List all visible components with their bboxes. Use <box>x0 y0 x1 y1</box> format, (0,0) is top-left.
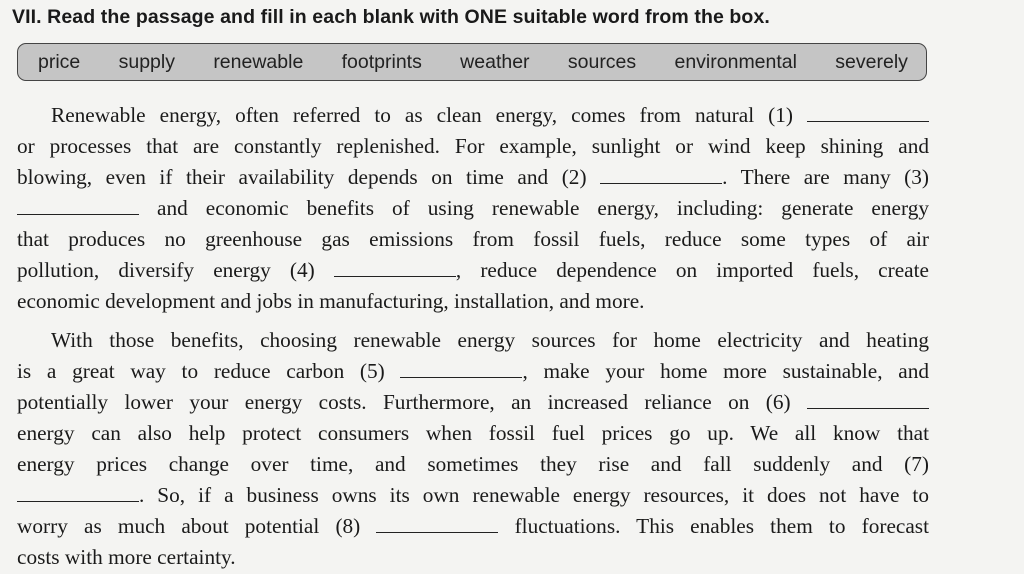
blank-8[interactable] <box>376 514 498 533</box>
passage-line: that produces no greenhouse gas emissions from fossil fuels, reduce some types of air <box>17 227 929 251</box>
passage-line: and economic benefits of using renewable energy, including: generate energy <box>17 193 929 224</box>
word-option: footprints <box>341 50 422 73</box>
passage-line: is a great way to reduce carbon (5) , make your home more sustainable, and <box>17 359 930 383</box>
passage-line: costs with more certainty. <box>17 545 236 569</box>
word-option: sources <box>567 50 637 73</box>
passage-line: potentially lower your energy costs. Furthermore, an increased reliance on (6) <box>17 387 929 418</box>
blank-4[interactable] <box>334 258 456 277</box>
passage-line: pollution, diversify energy (4) , reduce dependence on imported fuels, create <box>17 258 929 282</box>
passage-line: or processes that are constantly replenished. For example, sunlight or wind keep shining and <box>17 134 929 158</box>
word-box <box>17 43 927 81</box>
blank-6[interactable] <box>807 390 929 409</box>
reading-passage <box>17 100 929 573</box>
blank-5[interactable] <box>400 359 522 378</box>
word-option: supply <box>118 50 175 73</box>
blank-1[interactable] <box>807 103 929 122</box>
passage-line: blowing, even if their availability depends on time and (2) . There are many (3) <box>17 165 929 189</box>
passage-line: energy prices change over time, and sometimes they rise and fall suddenly and (7) <box>17 452 929 476</box>
blank-2[interactable] <box>600 165 722 184</box>
passage-line: With those benefits, choosing renewable energy sources for home electricity and heating <box>51 328 929 352</box>
blank-3[interactable] <box>17 196 139 215</box>
passage-line: worry as much about potential (8) fluctuations. This enables them to forecast <box>17 514 930 538</box>
exercise-heading: VII. Read the passage and fill in each blank with ONE suitable word from the box. <box>12 6 770 28</box>
word-option: severely <box>835 50 908 73</box>
word-option: weather <box>460 50 530 73</box>
passage-line: . So, if a business owns its own renewable energy resources, it does not have to <box>17 480 929 511</box>
passage-line: energy can also help protect consumers when fossil fuel prices go up. We all know that <box>17 421 929 445</box>
passage-line: economic development and jobs in manufacturing, installation, and more. <box>17 289 645 313</box>
blank-7[interactable] <box>17 483 139 502</box>
word-option: environmental <box>674 50 797 73</box>
word-option: price <box>38 50 81 73</box>
passage-line: Renewable energy, often referred to as clean energy, comes from natural (1) <box>17 100 929 131</box>
word-option: renewable <box>213 50 304 73</box>
